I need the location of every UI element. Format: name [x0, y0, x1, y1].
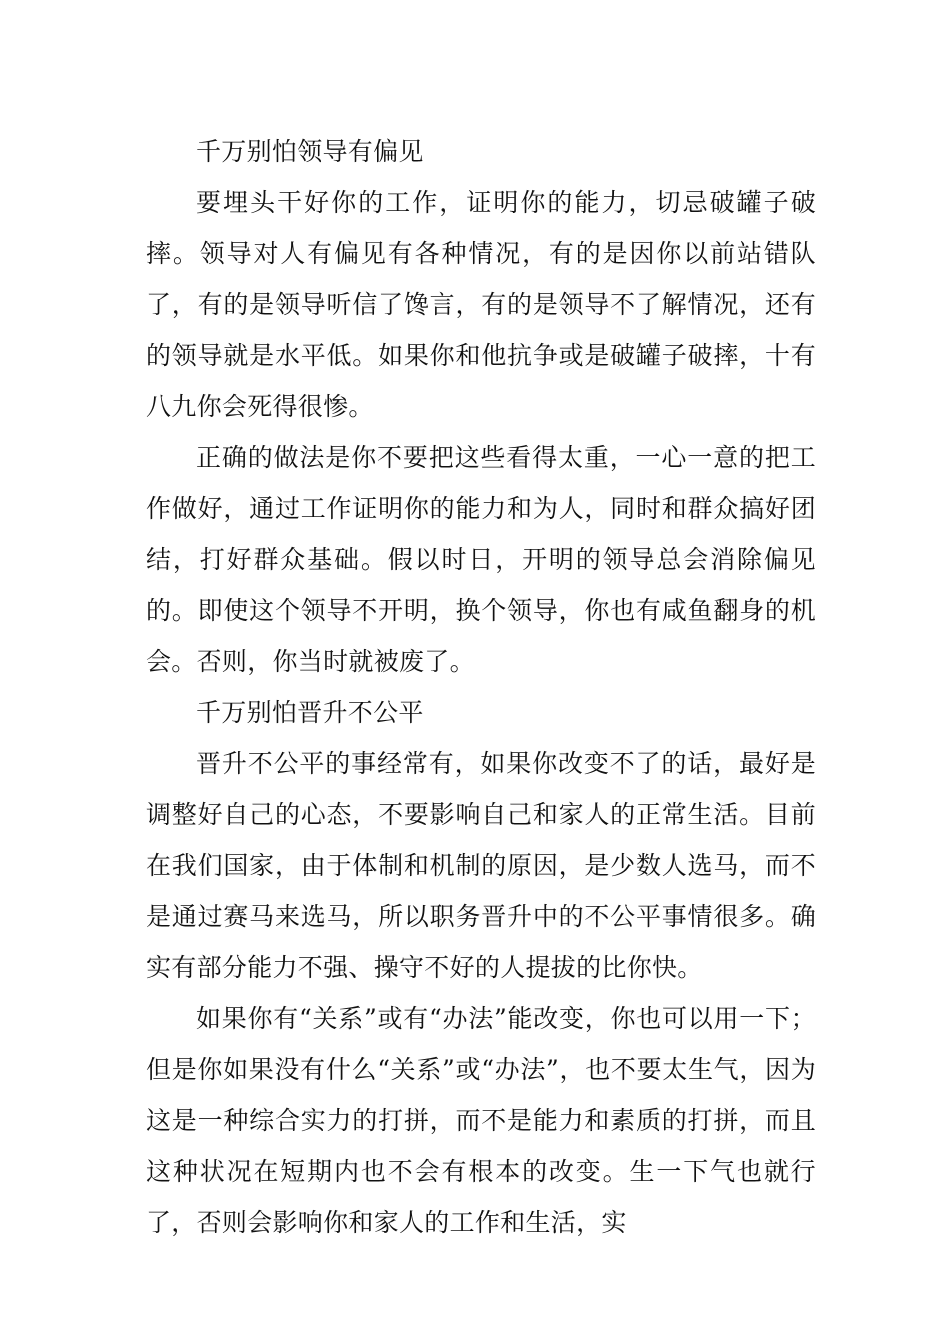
paragraph: 如果你有“关系”或有“办法”能改变，你也可以用一下；但是你如果没有什么“关系”或“办法”，也不要太生气，因为这是一种综合实力的打拼，而不是能力和素质的打拼，而且这种状况在短期内也不会有根本的改变。生一下气也就行了，否则会影响你和家人的工作和生活，实 — [146, 1004, 816, 1237]
paragraph: 正确的做法是你不要把这些看得太重，一心一意的把工作做好，通过工作证明你的能力和为人，同时和群众搞好团结，打好群众基础。假以时日，开明的领导总会消除偏见的。即使这个领导不开明，换个领导，你也有咸鱼翻身的机会。否则，你当时就被废了。 — [146, 443, 816, 676]
section-heading-bias: 千万别怕领导有偏见 — [196, 137, 424, 166]
section-heading-promotion: 千万别怕晋升不公平 — [196, 698, 424, 727]
paragraph: 晋升不公平的事经常有，如果你改变不了的话，最好是调整好自己的心态，不要影响自己和家人的正常生活。目前在我们国家，由于体制和机制的原因，是少数人选马，而不是通过赛马来选马，所以职务晋升中的不公平事情很多。确实有部分能力不强、操守不好的人提拔的比你快。 — [146, 749, 816, 982]
document-body — [146, 126, 816, 1248]
paragraph: 要埋头干好你的工作，证明你的能力，切忌破罐子破摔。领导对人有偏见有各种情况，有的是因你以前站错队了，有的是领导听信了馋言，有的是领导不了解情况，还有的领导就是水平低。如果你和他抗争或是破罐子破摔，十有八九你会死得很惨。 — [146, 188, 816, 421]
